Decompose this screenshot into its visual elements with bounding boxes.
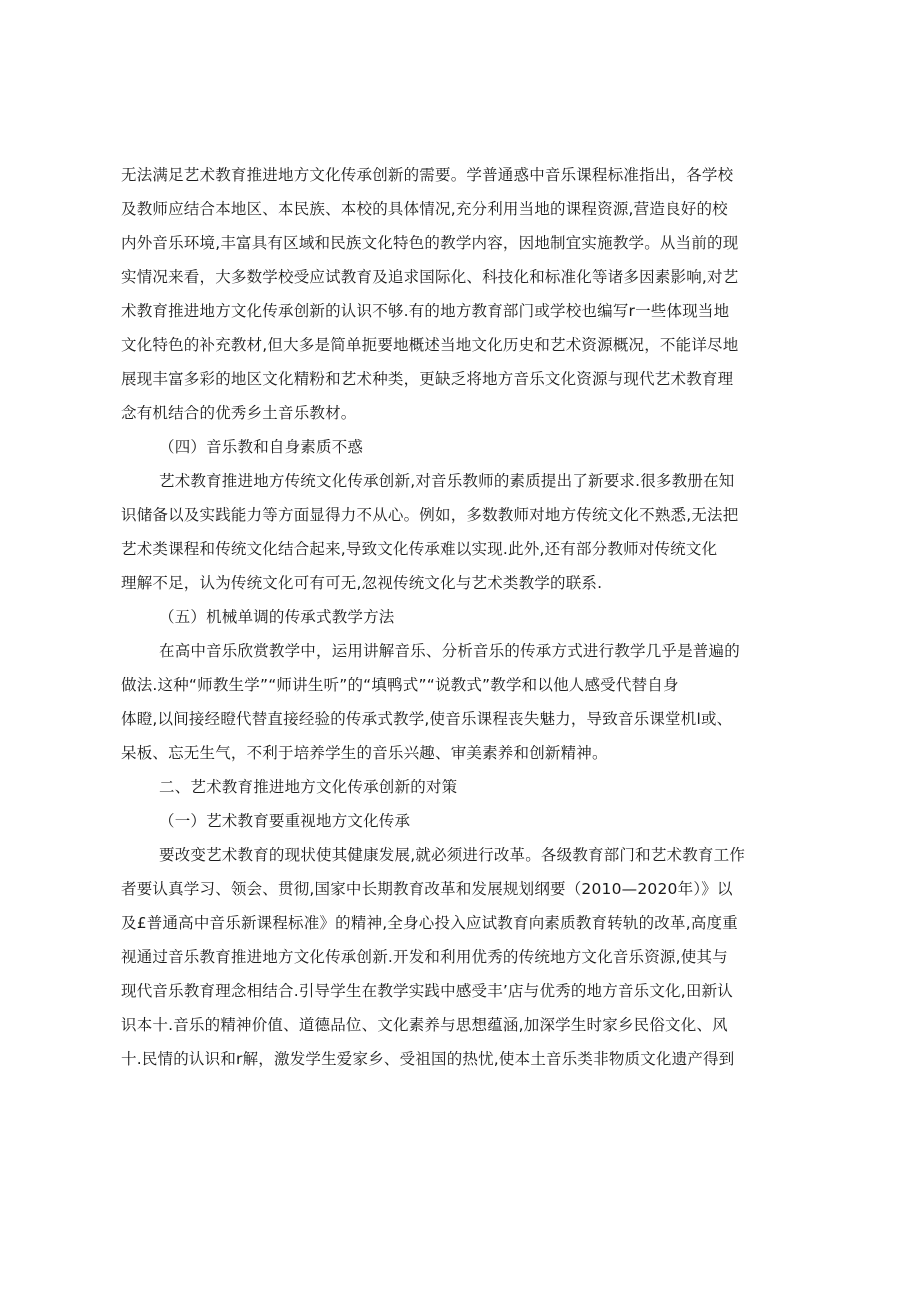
text-line: 及教师应结合本地区、本民族、本校的具体情况,充分利用当地的课程资源,营造良好的校 — [121, 200, 728, 218]
text-line: 要改变艺术教育的现状使其健康发展,就必须进行改革。各级教育部门和艺术教育工作 — [159, 846, 746, 864]
text-line: 呆板、忘无生气，不利于培养学生的音乐兴趣、审美素养和创新精神。 — [121, 744, 608, 762]
text-line: 无法满足艺术教育推进地方文化传承创新的需要。学普通惑中音乐课程标准指出，各学校 — [121, 166, 734, 184]
text-line: 视通过音乐教育推进地方文化传承创新.开发和利用优秀的传统地方文化音乐资源,使其与 — [121, 948, 728, 966]
text-line: 及£普通高中音乐新课程标准》的精神,全身心投入应试教育向素质教育转轨的改革,高度重 — [121, 914, 738, 932]
text-line: 二、艺术教育推进地方文化传承创新的对策 — [159, 778, 458, 796]
text-line: 体瞪,以间接经瞪代替直接经验的传承式教学,使音乐课程丧失魅力，导致音乐课堂机l或、 — [121, 710, 733, 728]
text-line: 识储备以及实践能力等方面显得力不从心。例如，多数教师对地方传统文化不熟悉,无法把 — [121, 506, 739, 524]
text-line: 识本十.音乐的精神价值、道德品位、文化素养与思想蕴涵,加深学生时家乡民俗文化、风 — [121, 1016, 728, 1034]
text-line: 在高中音乐欣赏教学中，运用讲解音乐、分析音乐的传承方式进行教学几乎是普遍的 — [159, 642, 740, 660]
text-line: 文化特色的补充教材,但大多是简单扼要地概述当地文化历史和艺术资源概况，不能详尽地 — [121, 336, 739, 354]
text-line: 实情况来看，大多数学校受应试教育及追求国际化、科技化和标准化等诸多因素影响,对艺 — [121, 268, 739, 286]
text-line: （一）艺术教育要重视地方文化传承 — [159, 812, 411, 830]
text-line: 现代音乐教育理念相结合.引导学生在教学实践中感受丰’店与优秀的地方音乐文化,田新认 — [121, 982, 733, 1000]
text-line: 念有机结合的优秀乡土音乐教材。 — [121, 404, 357, 422]
text-line: 十.民情的认识和r解，激发学生爱家乡、受祖国的热忧,使本土音乐类非物质文化遗产得到 — [121, 1050, 735, 1068]
text-line: （五）机械单调的传承式教学方法 — [159, 608, 395, 626]
text-line: 艺术教育推进地方传统文化传承创新,对音乐教师的素质提出了新要求.很多教册在知 — [159, 472, 735, 490]
text-line: 做法.这种“师教生学”“师讲生听”的“填鸭式”“说教式”教学和以他人感受代替自身 — [121, 676, 679, 694]
text-line: 内外音乐环境,丰富具有区域和民族文化特色的教学内容，因地制宜实施教学。从当前的现 — [121, 234, 739, 252]
text-line: 展现丰富多彩的地区文化精粉和艺术种类，更缺乏将地方音乐文化资源与现代艺术教育理 — [121, 370, 734, 388]
text-line: 理解不足，认为传统文化可有可无,忽视传统文化与艺术类教学的联系. — [121, 574, 603, 592]
text-line: （四）音乐教和自身素质不惑 — [159, 438, 364, 456]
text-line: 术教育推进地方文化传承创新的认识不够.有的地方教育部门或学校也编写r一些体现当地 — [121, 302, 730, 320]
text-line: 艺术类课程和传统文化结合起来,导致文化传承难以实现.此外,还有部分教师对传统文化 — [121, 540, 718, 558]
text-line: 者要认真学习、领会、贯彻,国家中长期教育改革和发展规划纲要（2010—2020年）》以 — [121, 880, 733, 898]
body-text — [121, 158, 761, 1076]
